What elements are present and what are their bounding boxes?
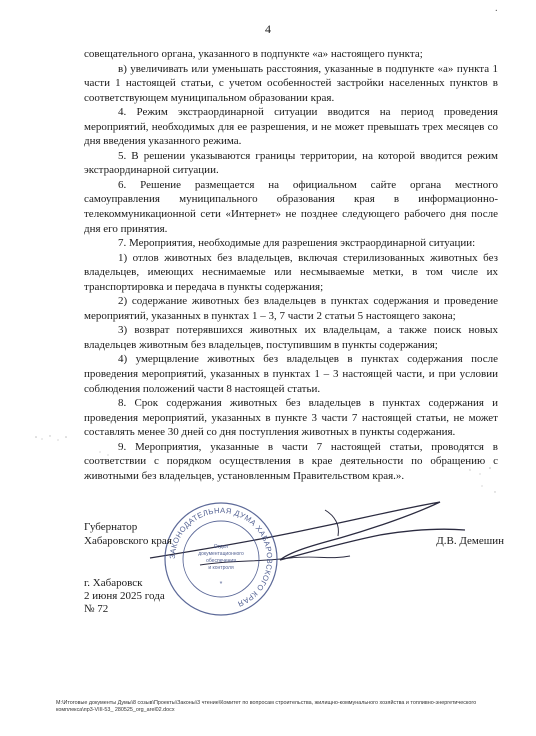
stamp-inner-text: обеспечения (206, 558, 236, 564)
official-stamp (162, 500, 280, 618)
stamp-ring-text: ЗАКОНОДАТЕЛЬНАЯ ДУМА ХАБАРОВСКОГО КРАЯ (167, 505, 275, 609)
paragraph: 3) возврат потерявшихся животных их владельцам, а также поиск новых владельцев животным без владельцев, поступившим в пункты содержания; (84, 324, 498, 351)
corner-mark: · (494, 6, 498, 17)
stamp-inner-text: Отдел (213, 544, 229, 550)
paragraph: 9. Мероприятия, указанные в части 7 настоящей статьи, проводятся в соответствии с порядком осуществления в крае деятельности по обращению с животными без владельцев, установленным Правительством края.». (84, 440, 498, 482)
paragraph: 4. Режим экстраординарной ситуации вводится на период проведения мероприятий, необходимых для ее разрешения, и не может превышать трех месяцев со дня введения указанного режима. (84, 106, 498, 148)
paragraph: 5. В решении указываются границы территории, на которой вводится режим экстраординарной ситуации. (84, 149, 498, 177)
paragraph: 1) отлов животных без владельцев, включая стерилизованных животных без владельцев, имеющих неснимаемые или несмываемые метки, в том числе их транспортировка и передача в пункты содержания; (84, 251, 498, 293)
place-date-block (84, 577, 165, 616)
paragraph: 7. Мероприятия, необходимые для разрешения экстраординарной ситуации: (118, 237, 476, 250)
file-path-footer: М:\Итоговые документы Думы\8 созыв\Проекты\Законы\3 чтение\Комитет по вопросам строительства, жилищно-коммунального хозяйства и топливно-энергетического комплекса\пр3-VIII-53_ 280525_org_arel02.docx (56, 700, 477, 713)
city: г. Хабаровск (84, 577, 143, 589)
paragraph: 8. Срок содержания животных без владельцев в пунктах содержания и проведения мероприятий, указанных в пункте 3 части 7 настоящей статьи, не может составлять менее 30 дней со дня поступления животных в пункты содержания. (84, 397, 498, 439)
paragraph: в) увеличивать или уменьшать расстояния, указанные в подпункте «а» пункта 1 части 1 настоящей статьи, с учетом особенностей застройки населенных пунктов в соответствующем муниципальном образовании края. (84, 62, 498, 104)
paragraph: 2) содержание животных без владельцев в пунктах содержания и проведение мероприятий, указанных в пунктах 1 – 3, 7 части 2 статьи 5 настоящего закона; (84, 295, 498, 322)
page-number: 4 (265, 22, 271, 36)
document-body (84, 47, 498, 483)
stamp-inner-text: и контроля (208, 565, 234, 571)
date: 2 июня 2025 года (84, 590, 165, 602)
stamp-star: * (219, 581, 223, 588)
stamp-inner-text: документационного (198, 551, 244, 557)
law-number: № 72 (84, 603, 109, 615)
paragraph: 4) умерщвление животных без владельцев в пунктах содержания после проведения мероприятий, указанных в пунктах 1 – 3 настоящей части, и при условии соблюдения положений части 8 настоящей статьи. (84, 353, 498, 395)
paragraph: 6. Решение размещается на официальном сайте органа местного самоуправления муниципального образования края в информационно-телекоммуникационной сети «Интернет» не позднее следующего рабочего дня после дня его принятия. (84, 178, 498, 235)
paragraph: совещательного органа, указанного в подпункте «а» настоящего пункта; (84, 48, 423, 60)
signatory-title: Губернатор Хабаровского края (84, 521, 172, 548)
signatory-name: Д.В. Демешин (436, 535, 504, 547)
